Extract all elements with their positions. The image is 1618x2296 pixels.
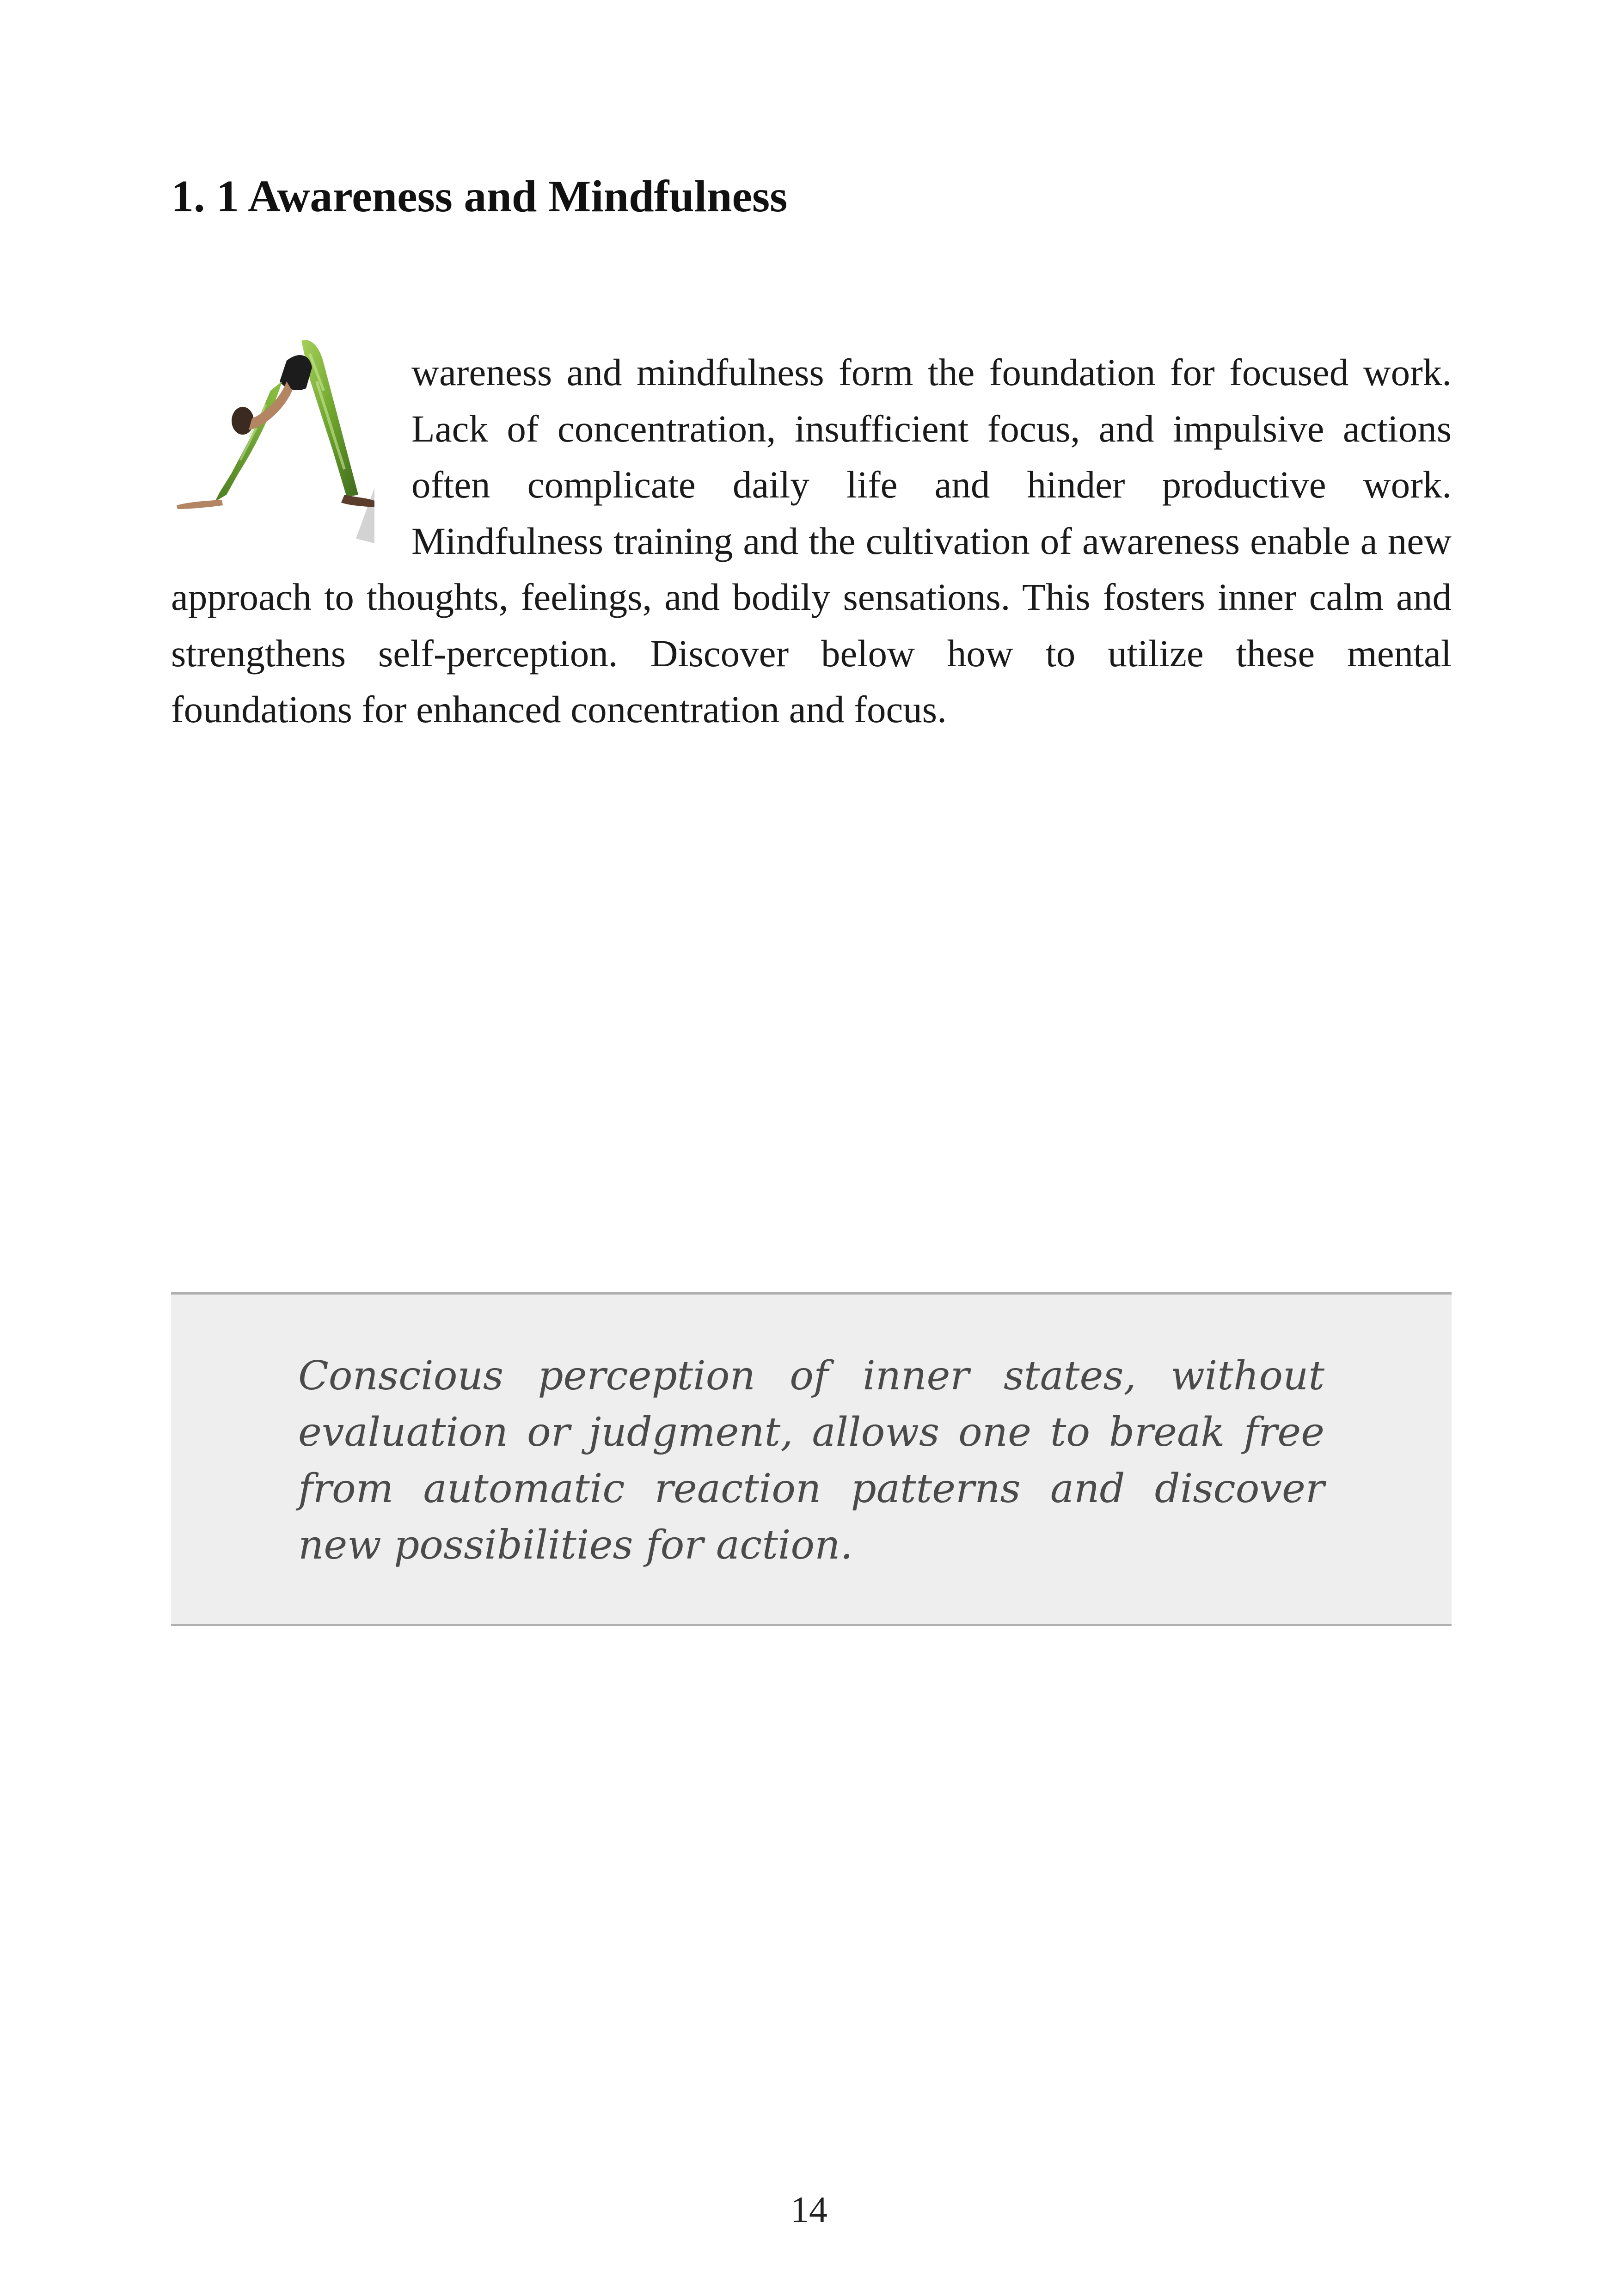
yoga-pose-letter-a-icon [171, 335, 393, 553]
page-number: 14 [791, 2190, 827, 2230]
pull-quote-text: Conscious perception of inner states, without evaluation or judgment, allows one to break free from automatic reaction patterns and discover new possibilities for action. [298, 1353, 1324, 1568]
dropcap-figure [171, 335, 393, 553]
intro-paragraph: wareness and mindfulness form the foundation for focused work. Lack of concentration, insufficient focus, and impulsive actions often complicate daily life and hinder productive work. Mindfulness training and the cultivation of awareness enable a new approach to thoughts, feelings, and bodily sensations. This fosters inner calm and strengthens self-perception. Discover below how to utilize these mental foundations for enhanced concentration and focus. [171, 351, 1452, 731]
section-heading: 1. 1 Awareness and Mindfulness [171, 172, 788, 221]
intro-block [171, 344, 1452, 738]
pull-quote-box [171, 1292, 1452, 1626]
